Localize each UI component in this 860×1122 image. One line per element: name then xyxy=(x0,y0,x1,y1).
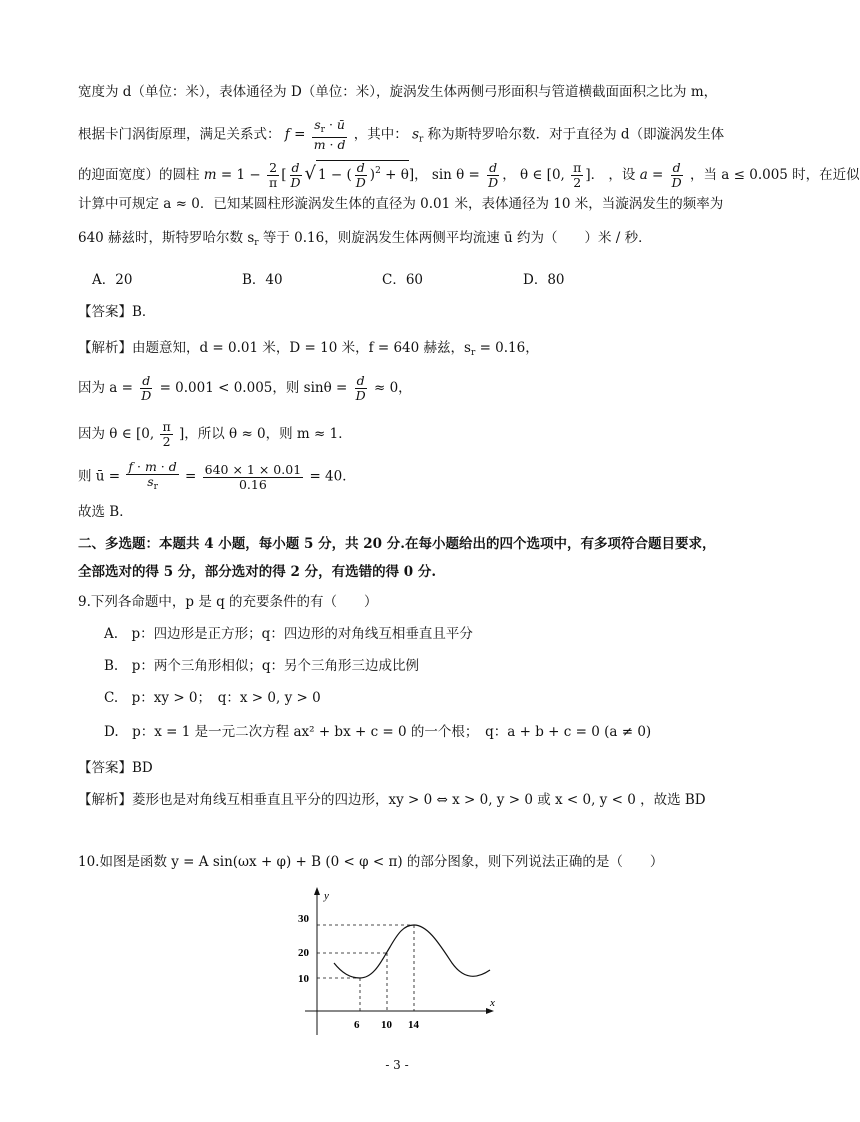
answer: 【答案】BD xyxy=(78,760,153,776)
y-tick-label: 10 xyxy=(298,973,309,985)
page-number: - 3 - xyxy=(385,1058,409,1072)
text-line: 计算中可规定 a ≈ 0．已知某圆柱形漩涡发生体的直径为 0.01 米，表体通径为 10 米，当漩涡发生的频率为 xyxy=(78,196,724,212)
y-tick-label: 20 xyxy=(298,947,309,959)
option-a: A．20 xyxy=(92,272,133,288)
analysis-line: 【解析】菱形也是对角线互相垂直且平分的四边形，xy > 0 ⇔ x > 0, y > 0 或 x < 0, y < 0 ，故选 BD xyxy=(78,792,706,808)
x-axis-label: x xyxy=(490,997,495,1009)
analysis-line: 因为 a = $\frac{d}{D}$ = 0.001 < 0.005，则 sinθ = $\frac{d}{D}$ ≈ 0， xyxy=(78,373,412,403)
question-stem: 10.如图是函数 y = A sin(ωx + φ) + B (0 < φ < π) 的部分图象，则下列说法正确的是（ ） xyxy=(78,854,664,870)
section-heading: 二、多选题：本题共 4 小题，每小题 5 分，共 20 分.在每小题给出的四个选项中，有多项符合题目要求， xyxy=(78,536,716,552)
section-heading: 全部选对的得 5 分，部分选对的得 2 分，有选错的得 0 分. xyxy=(78,564,437,580)
y-axis-arrow xyxy=(314,887,320,895)
x-tick-label: 14 xyxy=(408,1019,419,1031)
analysis-line: 则 ū = $\frac{f \cdot m \cdot d}{s_r}$ = $\frac{640 \times 1 \times 0.01}{0.16}$ = 40． xyxy=(78,459,356,492)
option-c: C. p：xy > 0； q：x > 0, y > 0 xyxy=(104,690,321,706)
option-b: B. p：两个三角形相似；q：另个三角形三边成比例 xyxy=(104,658,419,674)
function-graph xyxy=(290,885,520,1045)
formula-line: 的迎面宽度）的圆柱 m = 1 − $\frac{2}{\pi}$ [ $\frac{d}{D}$ √ 1 − ( $\frac{d}{D}$ )$^2$ + θ]， sin θ = $\frac{d}{D}$ ， θ ∈ [0, $\frac{\pi}{2}$ ]． ，设 a = $\frac{d}{D}$ ，当 a ≤ 0.005 时，在近似 xyxy=(78,160,860,190)
analysis-line: 因为 θ ∈ [0, $\frac{\pi}{2}$ ]，所以 θ ≈ 0，则 m ≈ 1． xyxy=(78,419,352,449)
question-stem: 9.下列各命题中，p 是 q 的充要条件的有（ ） xyxy=(78,594,378,610)
formula-line: 根据卡门涡街原理，满足关系式： f = $\frac{s_r \cdot ū}{m \cdot d}$ ，其中： $s_r$ 称为斯特罗哈尔数．对于直径为 d（即漩涡发生体 xyxy=(78,117,725,152)
text-line: 宽度为 d（单位：米），表体通径为 D（单位：米），旋涡发生体两侧弓形面积与管道横截面面积之比为 m， xyxy=(78,84,718,100)
option-b: B．40 xyxy=(242,272,283,288)
option-c: C．60 xyxy=(382,272,424,288)
x-tick-label: 6 xyxy=(354,1019,360,1031)
x-tick-label: 10 xyxy=(381,1019,392,1031)
sine-curve xyxy=(334,925,490,978)
analysis-line: 故选 B． xyxy=(78,504,133,520)
y-axis-label: y xyxy=(324,890,329,902)
text-line: 640 赫兹时，斯特罗哈尔数 $s_r$ 等于 0.16，则旋涡发生体两侧平均流速 ū 约为（ ）米 / 秒． xyxy=(78,230,652,248)
answer: 【答案】B． xyxy=(78,304,156,320)
option-d: D. p：x = 1 是一元二次方程 ax² + bx + c = 0 的一个根； q：a + b + c = 0 (a ≠ 0) xyxy=(104,724,652,740)
analysis-line: 【解析】由题意知，d = 0.01 米，D = 10 米，f = 640 赫兹，$s_r = 0.16$， xyxy=(78,340,539,358)
y-tick-label: 30 xyxy=(298,913,309,925)
option-a: A. p：四边形是正方形；q：四边形的对角线互相垂直且平分 xyxy=(104,626,473,642)
option-d: D．80 xyxy=(523,272,565,288)
fraction-f: $\frac{s_r \cdot ū}{m \cdot d}$ xyxy=(313,117,346,152)
